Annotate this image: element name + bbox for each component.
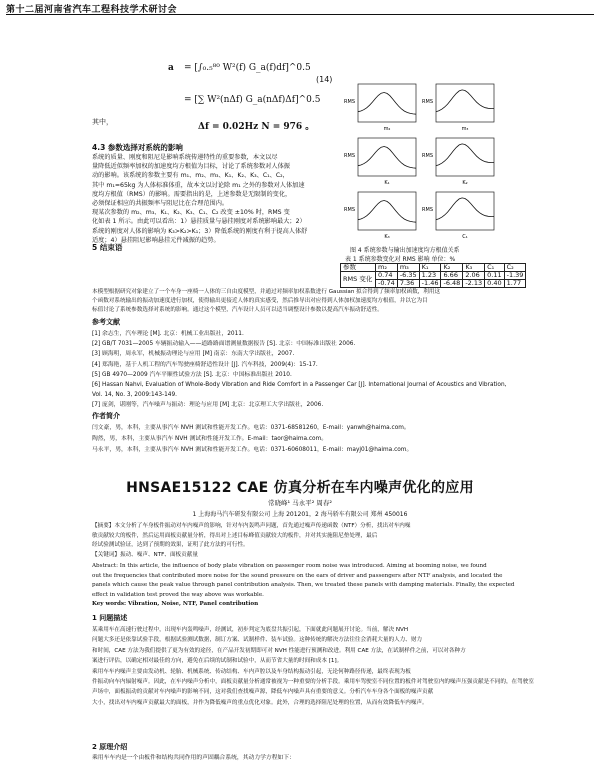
panel-ylabel: RMS bbox=[344, 99, 355, 105]
table-header-cell: 参数 bbox=[341, 264, 376, 272]
text-line: 某乘用车在高速行驶过程中，出现车内轰鸣噪声，经测试，初步判定为底盘共振引起，下面就此问题展开讨论。当前，解决 NVH bbox=[92, 627, 409, 633]
header-rule bbox=[6, 14, 594, 15]
panel-frame bbox=[436, 192, 494, 230]
text-line: 化如表 1 所示。由此可以看出：1）悬挂质量与悬挂刚度对系统影响最大；2） bbox=[92, 218, 306, 226]
panel-ylabel: RMS bbox=[422, 207, 433, 213]
section-4-3-body bbox=[92, 153, 337, 245]
text-line: 大小，找出对车内噪声贡献最大的面板，并作为降低噪声的重点优化对象。此外，合理的选择阻尼处理的位置，从而有效降低车内噪声。 bbox=[92, 699, 428, 706]
panel-curve bbox=[358, 93, 416, 115]
text-line: panels which cause the peak value through panel contribution analysis. Then, we treated these panels with damping materials. Finally, the expected bbox=[92, 582, 515, 588]
panel-frame bbox=[436, 138, 494, 176]
table-cell: 7.36 bbox=[397, 280, 419, 288]
figure-4-panel bbox=[422, 138, 494, 186]
paper-title: HNSAE15122 CAE 仿真分析在车内噪声优化的应用 bbox=[126, 480, 474, 496]
text-line: 系统的质量、刚度和阻尼是影响系统传递特性的重要参数，本文以尽 bbox=[92, 154, 278, 161]
panel-curve bbox=[358, 201, 416, 223]
paper-affiliation: 1 上海海马汽车研发有限公司 上海 201201，2 海马轿车有限公司 郑州 450016 bbox=[192, 511, 408, 518]
table-header-cell: K₃ bbox=[463, 264, 485, 272]
text-line: 度均方根值（RMS）的影响。需要指出的是，上述参数是无限制的变化， bbox=[92, 190, 292, 198]
panel-curve bbox=[436, 90, 494, 112]
table-cell: 1.23 bbox=[419, 272, 441, 280]
text-line: 必须保证相应的共振频率与阻尼比在合理范围内。 bbox=[92, 200, 229, 208]
figure-4-panel bbox=[422, 84, 494, 132]
panel-xlabel: m₃ bbox=[461, 126, 469, 132]
text-line: 个函数对系统输出的振动加速度进行加权，使得输出更接近人体的真实感受，然后推导出对应得到人体加权加速度均方根值，并以它为目 bbox=[92, 298, 428, 304]
keywords-en: Key words: Vibration, Noise, NTF, Panel contribution bbox=[92, 601, 259, 607]
equation-params: Δf = 0.02Hz N = 976 。 bbox=[198, 122, 315, 132]
table-cell: 2.06 bbox=[463, 272, 485, 280]
section-1-heading: 1 问题描述 bbox=[92, 614, 128, 622]
section-4-3-heading: 4.3 参数选择对系统的影响 bbox=[92, 143, 183, 152]
table-1-caption: 表 1 系统参数变化对 RMS 影响 单位：% bbox=[345, 256, 456, 263]
panel-curve bbox=[436, 198, 494, 220]
text-line: 【摘要】本文分析了车身板件振动对车内噪声的影响，针对车内轰鸣声问题，首先通过噪声传递函数（NTF）分析，找出对车内噪 bbox=[92, 523, 411, 529]
panel-frame bbox=[436, 84, 494, 122]
panel-xlabel: m₂ bbox=[383, 126, 391, 132]
text-line: 声场中，面板振动的贡献对车内噪声的影响不同，这对我们查找噪声源，降低车内噪声具有重要的意义。分析汽车车身各个面板的噪声贡献 bbox=[92, 689, 434, 696]
reference-item: [2] GB/T 7031—2005 车辆振动输入——道路路面谱测量数据报告 [S]. 北京：中国标准出版社 2006. bbox=[92, 341, 356, 348]
reference-item: Vol. 14, No. 3, 2009:143-149. bbox=[92, 392, 178, 399]
section-2-heading: 2 原理介绍 bbox=[92, 743, 128, 751]
text-line: 案进行评估，以确定相对最佳的方向，避免在后续的试制和试验中，从而节省大量的时间和成本 [1]。 bbox=[92, 658, 343, 665]
table-cell: -6.35 bbox=[397, 272, 419, 280]
panel-ylabel: RMS bbox=[344, 153, 355, 159]
reference-item: [1] 余志生，汽车理论 [M]. 北京：机械工业出版社，2011. bbox=[92, 331, 244, 337]
table-cell: 1.77 bbox=[504, 280, 526, 288]
panel-frame bbox=[358, 192, 416, 230]
table-header-cell: m₃ bbox=[397, 264, 419, 272]
table-cell: 0.40 bbox=[485, 280, 504, 288]
table-1 bbox=[340, 263, 526, 288]
text-line: 和时间，CAE 方法为我们提供了更为有效的途径，在产品开发初期即可对 NVH 性能进行预测和改进。利用 CAE 方法，在试制样件之前，可以对各种方 bbox=[92, 647, 466, 654]
text-line: 量降低近似频率加权的加速度均方根值为目标，讨论了系统参数对人体振 bbox=[92, 163, 290, 171]
panel-xlabel: K₃ bbox=[384, 234, 390, 240]
panel-curve bbox=[358, 147, 416, 169]
author-bio: 马永平，男，本科，主要从事汽车 NVH 测试和性能开发工作。电话：0371-60608011，E-mail：mayj01@haima.com。 bbox=[92, 447, 413, 453]
text-line: 件振动向车内辐射噪声。因此，在车内噪声分析中，面板贡献量分析通常被视为一种重要的分析手段。乘用车驾驶室不同位置的板件对驾驶室内的噪声压强贡献是不同的，在驾驶室 bbox=[92, 679, 534, 686]
figure-4-panel bbox=[344, 192, 416, 240]
table-cell: 0.74 bbox=[376, 272, 398, 280]
table-cell: -0.74 bbox=[376, 280, 398, 288]
reference-item: [6] Hassan Nahvi, Evaluation of Whole-Body Vibration and Ride Comfort in a Passenger Car [J]. International Journal of Acoustics and Vibration, bbox=[92, 382, 507, 389]
table-header-cell: m₂ bbox=[376, 264, 398, 272]
reference-item: [7] 庞剑，谌刚等，汽车噪声与振动：理论与应用 [M] 北京：北京理工大学出版社，2006. bbox=[92, 402, 324, 409]
where-label: 其中， bbox=[92, 118, 113, 126]
panel-xlabel: C₁ bbox=[462, 234, 468, 240]
running-header: 第十二届河南省汽车工程科技学术研讨会 bbox=[6, 5, 178, 15]
text-line: effect in validation test proved the way above was workable. bbox=[92, 591, 264, 598]
text-line: 乘用车车内噪声主要由发动机、轮胎、机械系统、传动结构、车内声腔以及车身结构振动引起，无论何种路径传递，最终表现为板 bbox=[92, 668, 411, 675]
figure-4-panel bbox=[344, 138, 416, 186]
text-line: 系统的刚度对人体的影响为 K₃>K₂>K₁；3）降低系统的刚度有利于提高人体舒 bbox=[92, 227, 308, 235]
reference-item: [5] GB 4970—2009 汽车平顺性试验方法 [S]. 北京：中国标准出版社 2010. bbox=[92, 371, 292, 378]
text-line: 本模型根据研究对象建立了一个车身一座椅一人体的三自由度模型，并通过对频率加权系数进行 Gaussian 拟合得到了频率加权函数，利用这 bbox=[92, 289, 441, 295]
reference-item: [3] 顾海明，周永军，机械振动理论与应用 [M] 南京：东南大学出版社，2007. bbox=[92, 351, 295, 358]
author-bio: 陶然，男，本科，主要从事汽车 NVH 测试和性能开发工作。E-mail：taor@haima.com。 bbox=[92, 436, 328, 442]
section-2-line: 乘用车车内是一个由板件和结构共同作用的声固耦合系统，其动力学方程如下： bbox=[92, 755, 295, 761]
figure-4-caption: 图 4 系统参数与输出加速度均方根值关系 bbox=[350, 247, 460, 254]
panel-ylabel: RMS bbox=[422, 99, 433, 105]
table-header-cell: C₂ bbox=[504, 264, 526, 272]
panel-frame bbox=[358, 84, 416, 122]
abstract-en bbox=[92, 562, 522, 610]
text-line: out the frequencies that contributed more noise for the sound pressure on the ears of driver and passengers after NTF analysis, and located the bbox=[92, 572, 503, 579]
abstract-cn bbox=[92, 522, 522, 560]
authors-heading: 作者简介 bbox=[92, 412, 120, 420]
panel-curve bbox=[436, 144, 494, 166]
panel-xlabel: K₁ bbox=[384, 180, 390, 186]
text-line: 其中 m₁=65kg 为人体标准体重，故本文以讨论除 m₁ 之外的参数对人体加速 bbox=[92, 181, 305, 189]
table-cell: -1.39 bbox=[504, 272, 526, 280]
paper-authors: 常晓峰¹ 马永平² 周春² bbox=[268, 499, 332, 507]
references-list bbox=[92, 329, 512, 411]
figure-4-panel bbox=[344, 84, 416, 132]
section-1-body bbox=[92, 625, 534, 708]
references-heading: 参考文献 bbox=[92, 318, 120, 326]
panel-ylabel: RMS bbox=[422, 153, 433, 159]
table-cell: -2.13 bbox=[463, 280, 485, 288]
text-line: 敏贡献较大的板件，然后运用面板贡献量分析，得出对上述目标峰值贡献较大的板件，并对其实施阻尼垫处理，最后 bbox=[92, 532, 378, 539]
figure-4 bbox=[340, 80, 496, 244]
figure-4-panel bbox=[422, 192, 494, 240]
section-5-heading: 5 结束语 bbox=[92, 243, 123, 252]
text-line: 标值讨论了系统参数选择对系统的影响。通过这个模型，汽车设计人员可以适当调整设计参数以提高汽车振动舒适性。 bbox=[92, 307, 383, 313]
section-5-body bbox=[92, 288, 512, 315]
equation-1-lhs: a bbox=[168, 63, 174, 73]
authors-list bbox=[92, 423, 512, 456]
table-cell: 6.66 bbox=[441, 272, 463, 280]
reference-item: [4] 郑海艳，基于人机工程的汽车驾驶座椅舒适性设计 [J]. 汽车科技，2009(4)：15-17. bbox=[92, 361, 318, 368]
keywords-cn: 【关键词】振动、噪声、NTF、面板贡献量 bbox=[92, 551, 198, 558]
text-line: 动的影响。该系统的参数主要有 m₁、m₂、m₃、K₁、K₂、K₃、C₁、C₂， bbox=[92, 172, 289, 180]
text-line: 经试验测试验证，达到了预期的效果，证明了此方法的可行性。 bbox=[92, 542, 249, 548]
text-line: 问题大多还是依靠试验手段，根据试验测试数据，制订方案、试制样件、装车试验。这种传统的解决方法往往会消耗大量的人力、财力 bbox=[92, 637, 423, 644]
panel-ylabel: RMS bbox=[344, 207, 355, 213]
table-row-label: RMS 变化 bbox=[341, 272, 376, 288]
equation-number: (14) bbox=[316, 75, 333, 84]
text-line: 现某次参数的 m₂、m₃、K₁、K₂、K₃、C₁、C₂ 改变 ±10% 时，RMS 变 bbox=[92, 209, 290, 217]
table-cell: -6.48 bbox=[441, 280, 463, 288]
author-bio: 闫文豪，男，本科，主要从事汽车 NVH 测试和性能开发工作。电话：0371-68581260，E-mail：yanwh@haima.com。 bbox=[92, 425, 410, 431]
table-header-cell: K₁ bbox=[419, 264, 441, 272]
text-line: Abstract: In this article, the influence of body plate vibration on passenger room noise was introduced. Aiming at booming noise, we found bbox=[92, 563, 487, 569]
panel-xlabel: K₂ bbox=[462, 180, 468, 186]
panel-frame bbox=[358, 138, 416, 176]
table-header-cell: K₂ bbox=[441, 264, 463, 272]
table-cell: 0.11 bbox=[485, 272, 504, 280]
equation-1: = [∫₀.₅⁸⁰ W²(f) G_a(f)df]^0.5 bbox=[184, 63, 311, 73]
equation-2: = [∑ W²(nΔf) G_a(nΔf)Δf]^0.5 bbox=[184, 95, 321, 105]
table-cell: -1.46 bbox=[419, 280, 441, 288]
text-line: 适度；4）悬挂阻尼影响悬挂元件减振的趋势。 bbox=[92, 236, 220, 244]
table-header-cell: C₁ bbox=[485, 264, 504, 272]
